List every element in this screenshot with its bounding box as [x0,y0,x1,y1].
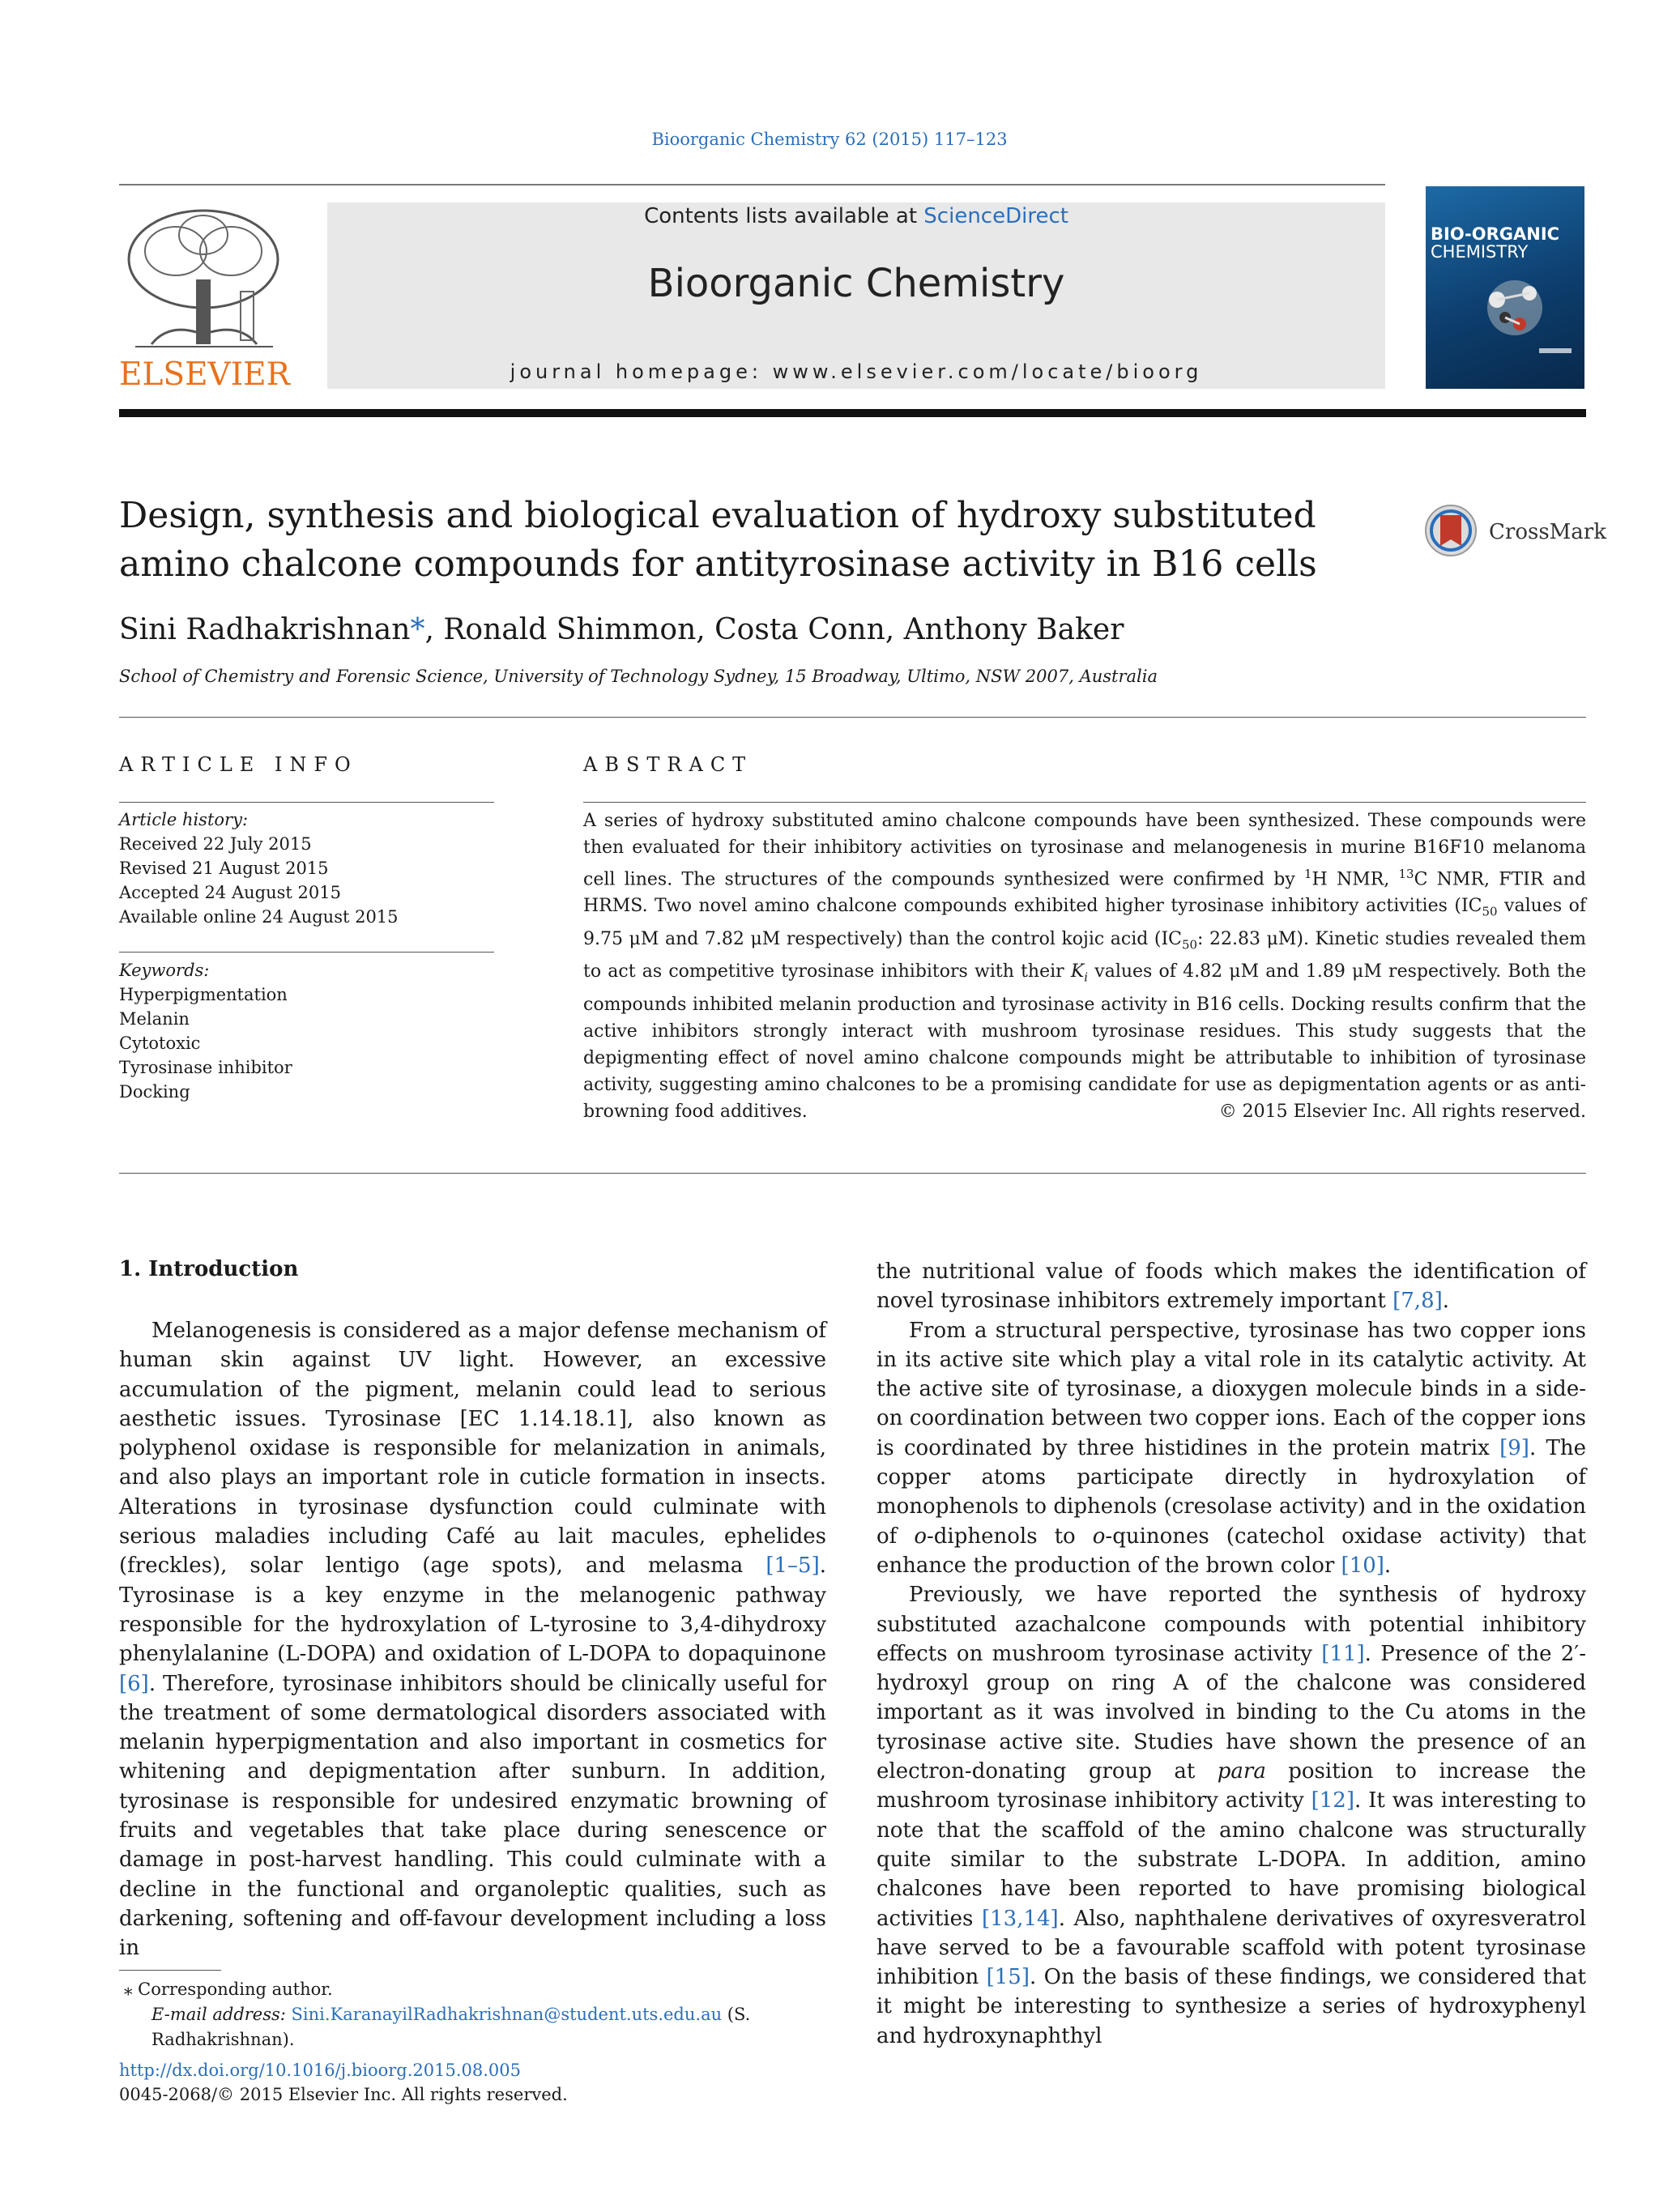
citation-link[interactable]: [15] [986,1965,1030,1990]
cover-molecule-icon [1426,186,1584,389]
journal-homepage[interactable]: journal homepage: www.elsevier.com/locate/bioorg [510,360,1203,383]
history-received: Received 22 July 2015 [119,834,312,854]
intro-paragraph-3: Previously, we have reported the synthesis of hydroxy substituted azachalcone compounds with potential inhibitory effects on mushroom tyrosinase activity [11]. Presence of the 2′-hydroxyl group on ring A of the chalcone was considered important as it was involved in binding to the Cu atoms in the tyrosinase active site. Studies have shown the presence of an electron-donating group at para position to increase the mushroom tyrosinase inhibitory activity [12]. It was interesting to note that the scaffold of the amino chalcone was structurally quite similar to the substrate L-DOPA. In addition, amino chalcones have been reported to have promising biological activities [13,14]. Also, naphthalene derivatives of oxyresveratrol have served to be a favourable scaffold with potent tyrosinase inhibition [15]. On the basis of these findings, we considered that it might be interesting to synthesize a series of hydroxyphenyl and hydroxynaphthyl [876,1583,1587,2048]
keyword-item: Docking [119,1082,190,1102]
header-top-rule [119,184,1385,185]
crossmark-label[interactable]: CrossMark [1489,520,1606,544]
citation-link[interactable]: [7,8] [1392,1289,1443,1314]
issn-copyright: 0045-2068/© 2015 Elsevier Inc. All rights reserved. [119,2085,568,2104]
keyword-item: Melanin [119,1009,190,1029]
keyword-item: Cytotoxic [119,1034,201,1053]
footnote [119,1977,832,2052]
keywords-block [119,958,494,1104]
citation-link[interactable]: [13,14] [981,1906,1059,1931]
abstract-heading: ABSTRACT [583,753,753,776]
citation-link[interactable]: [1–5] [766,1554,820,1579]
corresponding-author-note: ⁎ Corresponding author. [124,1980,333,1999]
journal-name: Bioorganic Chemistry [647,261,1065,306]
header-bottom-rule [119,409,1586,417]
title-rule [119,717,1586,718]
keywords-rule [119,952,494,953]
citation-link[interactable]: [11] [1321,1641,1365,1666]
corresponding-author-mark[interactable]: * [410,613,425,646]
cover-title [1431,225,1559,261]
crossmark-icon[interactable] [1424,504,1478,557]
abstract-text: A series of hydroxy substituted amino chalcone compounds have been synthesized. These compounds were then evaluated for their inhibitory activities on tyrosinase and melanogenesis in murine B16F10 melanoma cell lines. The structures of the compounds synthesized were confirmed by $^1$H NMR, $^{13}$C NMR, FTIR and HRMS. Two novel amino chalcone compounds exhibited higher tyrosinase inhibitory activities ($IC_{50}$ values of 9.75 μM and 7.82 μM respectively) than the control kojic acid ($IC_{50}$: 22.83 μM). Kinetic studies revealed them to act as competitive tyrosinase inhibitors with their $K_i$ values of 4.82 μM and 1.89 μM respectively. Both the compounds inhibited melanin production and tyrosinase activity in B16 cells. Docking results confirm that the active inhibitors strongly interact with mushroom tyrosinase residues. This study suggests that the depigmenting effect of novel amino chalcone compounds might be attributable to inhibition of tyrosinase activity, suggesting amino chalcones to be a promising candidate for use as depigmentation agents or as anti-browning food additives. [583,811,1586,1122]
contents-prefix: Contents lists available at [644,204,924,228]
article-history [119,808,494,929]
section-heading-introduction: 1. Introduction [119,1257,299,1281]
article-info-heading: ARTICLE INFO [119,753,358,776]
citation-link[interactable]: [12] [1311,1788,1354,1813]
history-label: Article history: [119,810,249,829]
left-column [119,1316,826,1963]
journal-cover-image [1426,186,1584,389]
author-affiliation: School of Chemistry and Forensic Science, University of Technology Sydney, 15 Broadway, Ultimo, NSW 2007, Australia [119,667,1158,686]
intro-paragraph-1: Melanogenesis is considered as a major defense mechanism of human skin against UV light. However, an excessive accumulation of the pigment, melanin could lead to serious aesthetic issues. Tyrosinase [EC 1.14.18.1], also known as polyphenol oxidase is responsible for melanization in animals, and also plays an important role in cuticle formation in insects. Alterations in tyrosinase dysfunction could culminate with serious maladies including Café au lait macules, ephelides (freckles), solar lentigo (age spots), and melasma [1–5]. Tyrosinase is a key enzyme in the melanogenic pathway responsible for the hydroxylation of L-tyrosine to 3,4-dihydroxy phenylalanine (L-DOPA) and oxidation of L-DOPA to dopaquinone [6]. Therefore, tyrosinase inhibitors should be clinically useful for the treatment of some dermatological disorders associated with melanin hyperpigmentation and also important in cosmetics for whitening and depigmentation after sunburn. In addition, tyrosinase is responsible for undesired enzymatic browning of fruits and vegetables that take place during senescence or damage in post-harvest handling. This could culminate with a decline in the functional and organoleptic qualities, such as darkening, softening and off-favour development including a loss in [119,1319,826,1961]
publisher-name: ELSEVIER [119,356,290,393]
author-rest: , Ronald Shimmon, Costa Conn, Anthony Baker [424,613,1124,646]
body-rule [119,1173,1586,1174]
sciencedirect-link[interactable]: ScienceDirect [923,204,1068,228]
cover-title-line-1: BIO-ORGANIC [1431,224,1560,244]
footnote-rule [119,1970,221,1971]
doi-link[interactable]: http://dx.doi.org/10.1016/j.bioorg.2015.08.005 [119,2061,522,2080]
article-info-rule [119,802,494,803]
email-link[interactable]: Sini.KaranayilRadhakrishnan@student.uts.edu.au [291,2005,723,2024]
history-online: Available online 24 August 2015 [119,907,399,927]
doi-block [119,2058,568,2107]
contents-line [327,204,1385,228]
keyword-item: Hyperpigmentation [119,985,288,1004]
intro-paragraph-1-continued: the nutritional value of foods which makes the identification of novel tyrosinase inhibitors extremely important [7,8]. [876,1259,1586,1314]
abstract-rule [583,802,1586,803]
keywords-label: Keywords: [119,961,210,980]
history-accepted: Accepted 24 August 2015 [119,883,341,902]
journal-reference[interactable]: Bioorganic Chemistry 62 (2015) 117–123 [651,130,1008,149]
citation-link[interactable]: [6] [119,1671,149,1696]
keyword-item: Tyrosinase inhibitor [119,1058,292,1077]
intro-paragraph-2: From a structural perspective, tyrosinase has two copper ions in its active site which play a vital role in its catalytic activity. At the active site of tyrosinase, a dioxygen molecule binds in a side-on coordination between two copper ions. Each of the copper ions is coordinated by three histidines in the protein matrix [9]. The copper atoms participate directly in hydroxylation of monophenols to diphenols (cresolase activity) and in the oxidation of o-diphenols to o-quinones (catechol oxidase activity) that enhance the production of the brown color [10]. [876,1318,1587,1578]
cover-title-line-2: CHEMISTRY [1431,242,1529,262]
citation-link[interactable]: [9] [1499,1435,1529,1460]
article-title: Design, synthesis and biological evaluation of hydroxy substituted amino chalcone compounds for antityrosinase activity in B16 cells [119,495,1317,585]
email-note: E-mail address: Sini.KaranayilRadhakrishnan@student.uts.edu.au (S. Radhakrishnan). [151,2005,751,2049]
author-list [119,613,1124,646]
abstract-copyright: © 2015 Elsevier Inc. All rights reserved. [1218,1102,1586,1122]
citation-link[interactable]: [10] [1341,1553,1384,1578]
history-revised: Revised 21 August 2015 [119,859,329,878]
right-column [876,1257,1586,2051]
tree-icon [119,202,289,356]
author-first: Sini Radhakrishnan [119,613,411,646]
